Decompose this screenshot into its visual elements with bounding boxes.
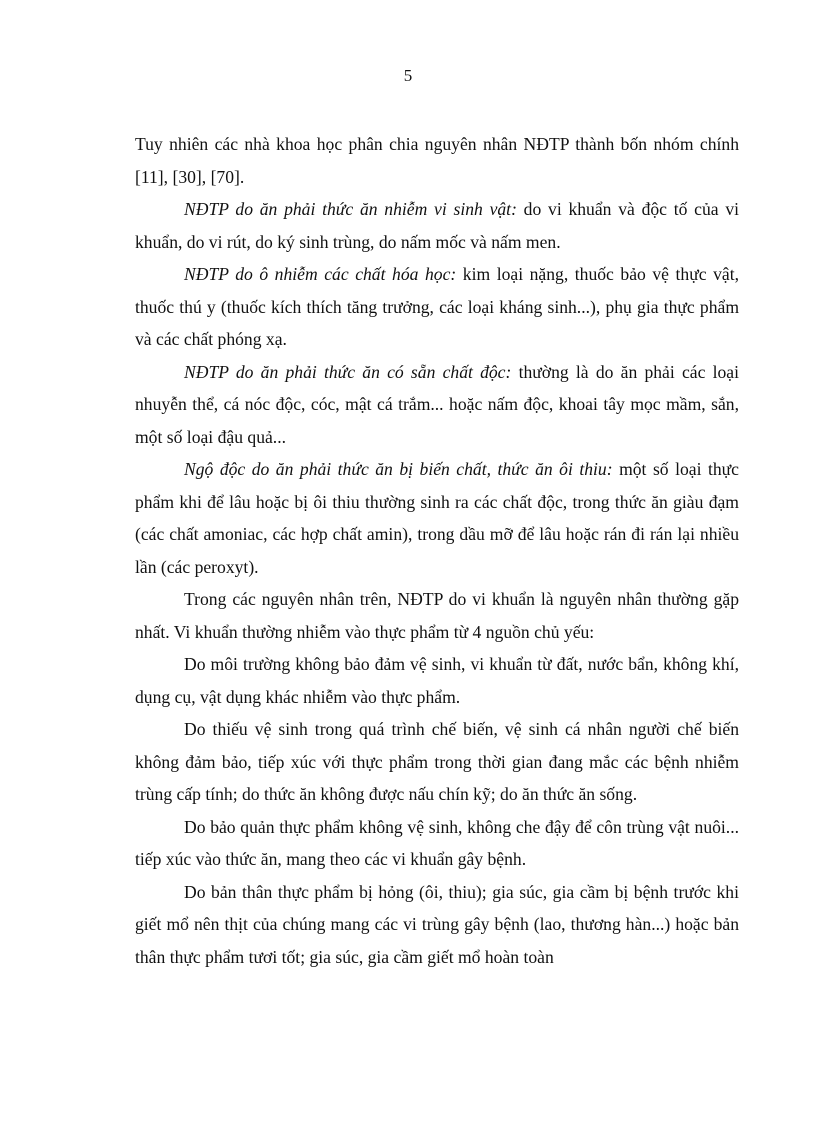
paragraph-chemical bbox=[135, 258, 739, 356]
paragraph-text: Do bảo quản thực phẩm không vệ sinh, không che đậy để côn trùng vật nuôi... tiếp xúc vào thức ăn, mang theo các vi khuẩn gây bệnh. bbox=[135, 816, 739, 869]
paragraph-text: Do môi trường không bảo đảm vệ sinh, vi khuẩn từ đất, nước bẩn, không khí, dụng cụ, vật dụng khác nhiễm vào thực phẩm. bbox=[135, 654, 739, 707]
paragraph-text: một số loại thực phẩm khi để lâu hoặc bị ôi thiu thường sinh ra các chất độc, trong thức ăn giàu đạm (các chất amoniac, các hợp chất amin), trong dầu mỡ để lâu hoặc rán đi rán lại nhiều lần (các peroxyt). bbox=[135, 459, 739, 577]
paragraph-text: do vi khuẩn và độc tố của vi khuẩn, do vi rút, do ký sinh trùng, do nấm mốc và nấm men. bbox=[135, 199, 740, 252]
paragraph-microbial bbox=[135, 193, 739, 258]
paragraph-source-storage bbox=[135, 811, 739, 876]
paragraph-heading: NĐTP do ô nhiễm các chất hóa học: bbox=[184, 264, 457, 284]
paragraph-heading: NĐTP do ăn phải thức ăn có sẵn chất độc: bbox=[184, 361, 512, 382]
paragraph-text: Tuy nhiên các nhà khoa học phân chia nguyên nhân NĐTP thành bốn nhóm chính [11], [30], [70]. bbox=[135, 134, 739, 187]
paragraph-spoiled-food bbox=[135, 453, 739, 583]
paragraph-source-food-itself bbox=[135, 876, 739, 974]
paragraph-source-environment bbox=[135, 648, 739, 713]
paragraph-natural-toxin bbox=[135, 356, 739, 454]
document-body bbox=[135, 128, 739, 973]
paragraph-source-processing bbox=[135, 713, 739, 811]
paragraph-heading: NĐTP do ăn phải thức ăn nhiễm vi sinh vật: bbox=[184, 199, 517, 219]
paragraph-heading: Ngộ độc do ăn phải thức ăn bị biến chất, thức ăn ôi thiu: bbox=[184, 459, 613, 479]
paragraph-text: kim loại nặng, thuốc bảo vệ thực vật, thuốc thú y (thuốc kích thích tăng trưởng, các loại kháng sinh...), phụ gia thực phẩm và các chất phóng xạ. bbox=[135, 264, 739, 349]
paragraph-text: thường là do ăn phải các loại nhuyễn thể, cá nóc độc, cóc, mật cá trắm... hoặc nấm độc, khoai tây mọc mầm, sắn, một số loại đậu quả... bbox=[135, 361, 739, 447]
page-number: 5 bbox=[403, 66, 413, 85]
paragraph-bacteria-sources bbox=[135, 583, 739, 648]
paragraph-text: Do bản thân thực phẩm bị hỏng (ôi, thiu); gia súc, gia cầm bị bệnh trước khi giết mổ nên thịt của chúng mang các vi trùng gây bệnh (lao, thương hàn...) hoặc bản thân thực phẩm tươi tốt; gia súc, gia cầm giết mổ hoàn toàn bbox=[135, 881, 739, 967]
paragraph-intro bbox=[135, 128, 739, 193]
paragraph-text: Do thiếu vệ sinh trong quá trình chế biến, vệ sinh cá nhân người chế biến không đảm bảo, tiếp xúc với thực phẩm trong thời gian đang mắc các bệnh nhiễm trùng cấp tính; do thức ăn không được nấu chín kỹ; do ăn thức ăn sống. bbox=[135, 719, 739, 804]
paragraph-text: Trong các nguyên nhân trên, NĐTP do vi khuẩn là nguyên nhân thường gặp nhất. Vi khuẩn thường nhiễm vào thực phẩm từ 4 nguồn chủ yếu: bbox=[135, 589, 739, 642]
